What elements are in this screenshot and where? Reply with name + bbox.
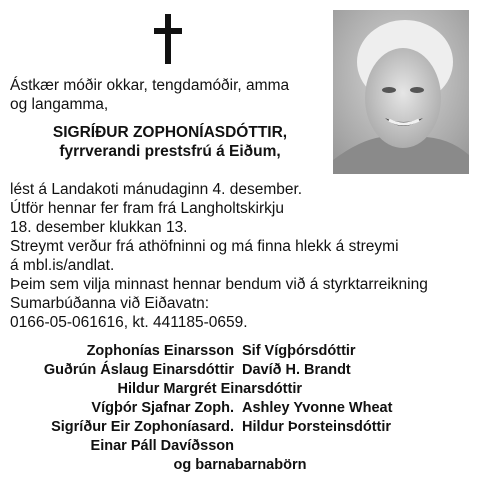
body-line: 0166-05-061616, kt. 441185-0659. xyxy=(10,314,248,331)
deceased-name: SIGRÍÐUR ZOPHONÍASDÓTTIR, xyxy=(52,124,288,141)
signature-left: Zophonías Einarsson xyxy=(86,343,234,359)
body-line: lést á Landakoti mánudaginn 4. desember. xyxy=(10,181,303,198)
body-line: Streymt verður frá athöfninni og má finna hlekk á streymi xyxy=(10,238,399,255)
announcement-body xyxy=(10,180,470,332)
signature-right: Davíð H. Brandt xyxy=(242,362,351,378)
body-line: Útför hennar fer fram frá Langholtskirkju xyxy=(10,200,284,217)
signature-left: Hildur Margrét Einarsdóttir xyxy=(117,381,302,397)
signature-left: Vígþór Sjafnar Zoph. xyxy=(91,400,234,416)
deceased-title: fyrrverandi prestsfrú á Eiðum, xyxy=(59,143,281,160)
signature-left: Sigríður Eir Zophoníasard. xyxy=(51,419,234,435)
body-line: Þeim sem vilja minnast hennar bendum við á styrktarreikning xyxy=(10,276,428,293)
signature-left: Einar Páll Davíðsson xyxy=(90,438,234,454)
body-line: á mbl.is/andlat. xyxy=(10,257,115,274)
intro-line-2: og langamma, xyxy=(10,96,109,113)
signature-right: Ashley Yvonne Wheat xyxy=(242,400,393,416)
cross-icon xyxy=(154,14,182,64)
body-line: Sumarbúðanna við Eiðavatn: xyxy=(10,295,210,312)
intro-line-1: Ástkær móðir okkar, tengdamóðir, amma xyxy=(10,77,290,94)
signature-closing: og barnabarnabörn xyxy=(173,457,307,473)
signature-right: Sif Vígþórsdóttir xyxy=(242,343,356,359)
signature-left: Guðrún Áslaug Einarsdóttir xyxy=(43,362,234,378)
body-line: 18. desember klukkan 13. xyxy=(10,219,188,236)
intro-text xyxy=(10,76,320,114)
portrait-photo xyxy=(333,10,469,174)
signature-right: Hildur Þorsteinsdóttir xyxy=(242,419,392,435)
